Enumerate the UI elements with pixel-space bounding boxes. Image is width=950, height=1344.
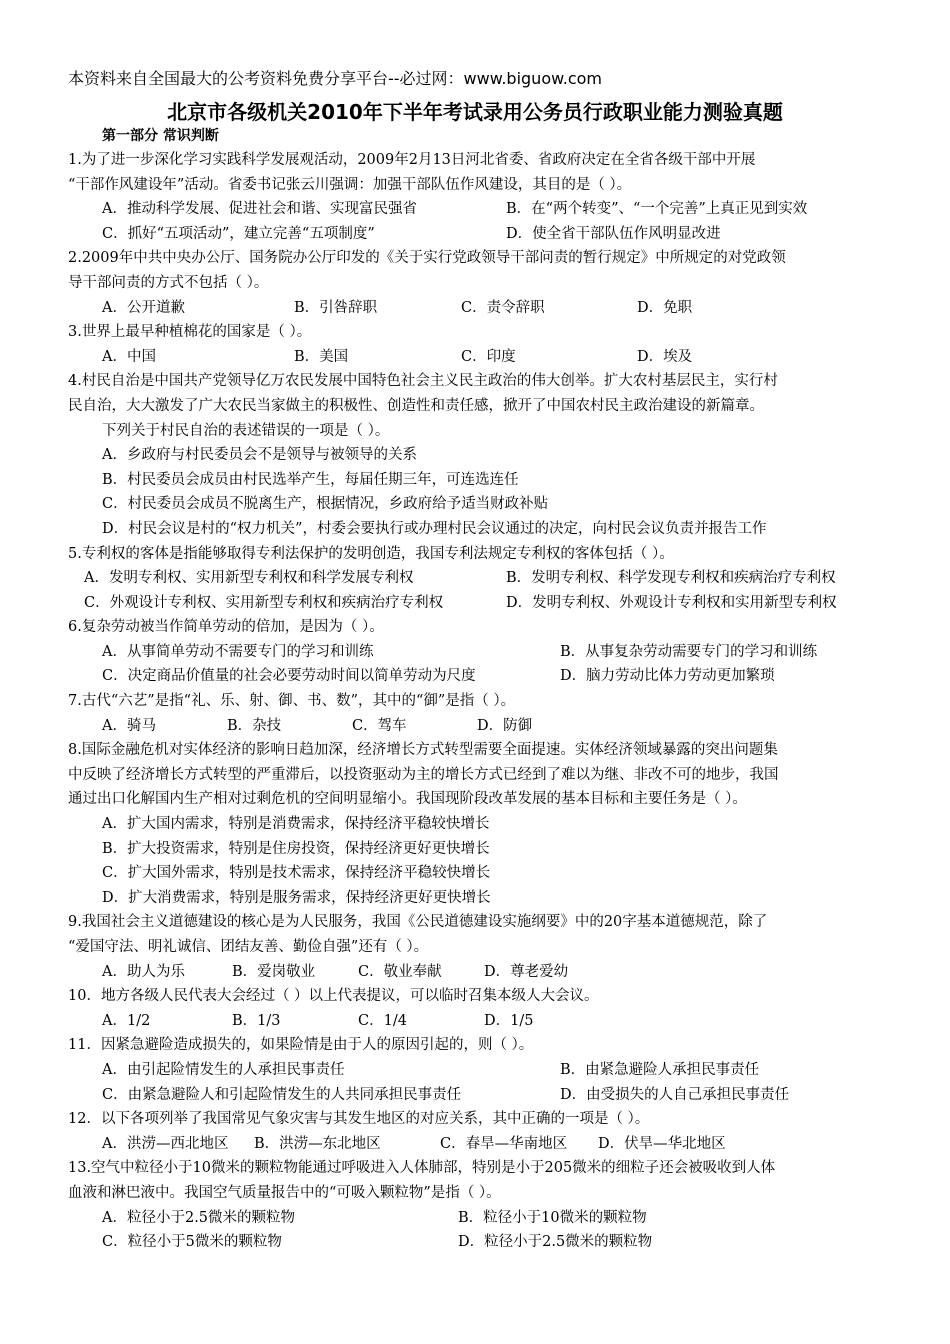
option-b: B．粒径小于10微米的颗粒物 <box>458 1209 647 1226</box>
section-heading: 第一部分 常识判断 <box>102 128 219 144</box>
question-10 <box>68 984 888 1033</box>
question-stem-line: 通过出口化解国内生产相对过剩危机的空间明显缩小。我国现阶段改革发展的基本目标和主要任务是（ ）。 <box>68 791 747 808</box>
question-1 <box>68 148 888 246</box>
question-4 <box>68 369 888 541</box>
option-b: B．洪涝—东北地区 <box>254 1135 381 1152</box>
question-stem-line: 5.专利权的客体是指能够取得专利法保护的发明创造，我国专利法规定专利权的客体包括（ ）。 <box>68 545 674 562</box>
option-b: B．爱岗敬业 <box>232 963 316 980</box>
option-b: B．从事复杂劳动需要专门的学习和训练 <box>560 643 818 660</box>
options-row <box>68 664 888 689</box>
option-d: D．村民会议是村的“权力机关”，村委会要执行或办理村民会议通过的决定，向村民会议负责并报告工作 <box>102 520 767 537</box>
option-d: D．防御 <box>477 717 533 734</box>
option-c: C．印度 <box>461 348 516 365</box>
option-d: D．免职 <box>637 299 693 316</box>
option-a: A．骑马 <box>102 717 156 734</box>
options-row <box>68 640 888 665</box>
question-11 <box>68 1033 888 1107</box>
question-13 <box>68 1156 888 1254</box>
options-row <box>68 714 888 739</box>
option-b: B．美国 <box>294 348 349 365</box>
question-5 <box>68 542 888 616</box>
source-note: 本资料来自全国最大的公考资料免费分享平台--必过网：www.biguow.com <box>68 69 602 88</box>
question-stem-line: 13.空气中粒径小于10微米的颗粒物能通过呼吸进入人体肺部，特别是小于205微米的细粒子还会被吸收到人体 <box>68 1160 776 1177</box>
option-a: A．助人为乐 <box>102 963 185 980</box>
question-stem-line: 9.我国社会主义道德建设的核心是为人民服务，我国《公民道德建设实施纲要》中的20字基本道德规范，除了 <box>68 914 768 931</box>
option-b: B．杂技 <box>227 717 282 734</box>
question-2 <box>68 246 888 320</box>
option-a: A．粒径小于2.5微米的颗粒物 <box>102 1209 296 1226</box>
option-c: C．粒径小于5微米的颗粒物 <box>102 1234 282 1251</box>
option-a: A．由引起险情发生的人承担民事责任 <box>102 1061 345 1078</box>
options-row <box>68 222 888 247</box>
question-9 <box>68 910 888 984</box>
option-a: A．推动科学发展、促进社会和谐、实现富民强省 <box>102 201 417 218</box>
option-a: A．洪涝—西北地区 <box>102 1135 229 1152</box>
options-row <box>68 960 888 985</box>
option-c: C．扩大国外需求，特别是技术需求，保持经济平稳较快增长 <box>102 865 491 882</box>
option-b: B．引咎辞职 <box>294 299 378 316</box>
question-stem-line: 12．以下各项列举了我国常见气象灾害与其发生地区的对应关系，其中正确的一项是（ ）。 <box>68 1111 650 1128</box>
option-c: C．决定商品价值量的社会必要劳动时间以简单劳动为尺度 <box>102 668 476 685</box>
question-stem-line: 血液和淋巴液中。我国空气质量报告中的“可吸入颗粒物”是指（ ）。 <box>68 1184 501 1201</box>
option-c: C．由紧急避险人和引起险情发生的人共同承担民事责任 <box>102 1086 462 1103</box>
option-c: C．敬业奉献 <box>358 963 442 980</box>
option-c: C．驾车 <box>352 717 407 734</box>
option-d: D．使全省干部队伍作风明显改进 <box>506 225 721 242</box>
option-b: B．村民委员会成员由村民选举产生，每届任期三年，可连选连任 <box>102 471 519 488</box>
option-b: B．1/3 <box>232 1012 281 1029</box>
question-3 <box>68 320 888 369</box>
option-c: C．1/4 <box>358 1012 407 1029</box>
option-a: A．1/2 <box>102 1012 151 1029</box>
question-list <box>68 148 888 1255</box>
question-stem-line: 1.为了进一步深化学习实践科学发展观活动，2009年2月13日河北省委、省政府决定在全省各级干部中开展 <box>68 152 756 168</box>
question-stem-line: 3.世界上最早种植棉花的国家是（ ）。 <box>68 324 312 341</box>
option-c: C．责令辞职 <box>461 299 545 316</box>
options-row <box>68 566 888 591</box>
options-row <box>68 1206 888 1231</box>
question-stem-line: 6.复杂劳动被当作简单劳动的倍加，是因为（ ）。 <box>68 619 384 636</box>
option-d: D．粒径小于2.5微米的颗粒物 <box>458 1234 653 1251</box>
options-row <box>68 1230 888 1255</box>
question-stem-line: 4.村民自治是中国共产党领导亿万农民发展中国特色社会主义民主政治的伟大创举。扩大农村基层民主，实行村 <box>68 373 778 390</box>
question-stem-line: 2.2009年中共中央办公厅、国务院办公厅印发的《关于实行党政领导干部问责的暂行规定》中所规定的对党政领 <box>68 250 786 267</box>
page-title: 北京市各级机关2010年下半年考试录用公务员行政职业能力测验真题 <box>167 100 783 124</box>
question-stem-line: “爱国守法、明礼诚信、团结友善、勤俭自强”还有（ ）。 <box>68 939 429 955</box>
option-b: B．在“两个转变”、“一个完善”上真正见到实效 <box>506 201 808 218</box>
option-b: B．由紧急避险人承担民事责任 <box>560 1061 760 1078</box>
options-row <box>68 1132 888 1157</box>
question-stem-line: 中反映了经济增长方式转型的严重滞后，以投资驱动为主的增长方式已经到了难以为继、非改不可的地步，我国 <box>68 766 779 783</box>
options-row <box>68 1083 888 1108</box>
question-stem-line: 11．因紧急避险造成损失的，如果险情是由于人的原因引起的，则（ ）。 <box>68 1037 534 1054</box>
option-a: A．乡政府与村民委员会不是领导与被领导的关系 <box>102 447 417 464</box>
option-d: D．扩大消费需求，特别是服务需求，保持经济更好更快增长 <box>102 889 491 906</box>
option-d: D．由受损失的人自己承担民事责任 <box>560 1086 790 1103</box>
question-6 <box>68 615 888 689</box>
question-stem-line: 10．地方各级人民代表大会经过（ ）以上代表提议，可以临时召集本级人大会议。 <box>68 988 599 1005</box>
question-8 <box>68 738 888 910</box>
options-row <box>68 197 888 222</box>
question-stem-line: 导干部问责的方式不包括（ ）。 <box>68 274 269 291</box>
option-d: D．埃及 <box>637 348 693 365</box>
options-row <box>68 1058 888 1083</box>
question-stem-line: 7.古代“六艺”是指“礼、乐、射、御、书、数”，其中的“御”是指（ ）。 <box>68 693 516 710</box>
option-b: B．扩大投资需求，特别是住房投资，保持经济更好更快增长 <box>102 840 490 857</box>
question-stem-line: 民自治，大大激发了广大农民当家做主的积极性、创造性和责任感，掀开了中国农村民主政治建设的新篇章。 <box>68 397 764 414</box>
option-a: A．发明专利权、实用新型专利权和科学发展专利权 <box>84 570 414 587</box>
option-c: C．抓好“五项活动”，建立完善“五项制度” <box>102 225 375 242</box>
option-a: A．中国 <box>102 348 156 365</box>
question-stem-line: 8.国际金融危机对实体经济的影响日趋加深，经济增长方式转型需要全面提速。实体经济领域暴露的突出问题集 <box>68 742 778 759</box>
option-a: A．公开道歉 <box>102 299 185 316</box>
option-a: A．扩大国内需求，特别是消费需求，保持经济平稳较快增长 <box>102 816 490 833</box>
options-row <box>68 1009 888 1034</box>
option-c: C．春旱—华南地区 <box>440 1135 568 1152</box>
option-d: D．1/5 <box>484 1012 534 1029</box>
question-stem-line: “干部作风建设年”活动。省委书记张云川强调：加强干部队伍作风建设，其目的是（ ）。 <box>68 176 632 193</box>
option-d: D．伏旱—华北地区 <box>598 1135 726 1152</box>
option-d: D．发明专利权、外观设计专利权和实用新型专利权 <box>506 594 837 611</box>
question-sub-stem: 下列关于村民自治的表述错误的一项是（ ）。 <box>102 422 390 439</box>
option-d: D．脑力劳动比体力劳动更加繁琐 <box>560 668 775 685</box>
option-a: A．从事简单劳动不需要专门的学习和训练 <box>102 643 374 660</box>
option-b: B．发明专利权、科学发现专利权和疾病治疗专利权 <box>506 570 836 587</box>
option-c: C．村民委员会成员不脱离生产，根据情况，乡政府给予适当财政补贴 <box>102 496 549 513</box>
question-7 <box>68 689 888 738</box>
options-row <box>68 345 888 370</box>
options-row <box>68 591 888 616</box>
options-row <box>68 296 888 321</box>
question-12 <box>68 1107 888 1156</box>
option-c: C．外观设计专利权、实用新型专利权和疾病治疗专利权 <box>84 594 444 611</box>
option-d: D．尊老爱幼 <box>484 963 569 980</box>
